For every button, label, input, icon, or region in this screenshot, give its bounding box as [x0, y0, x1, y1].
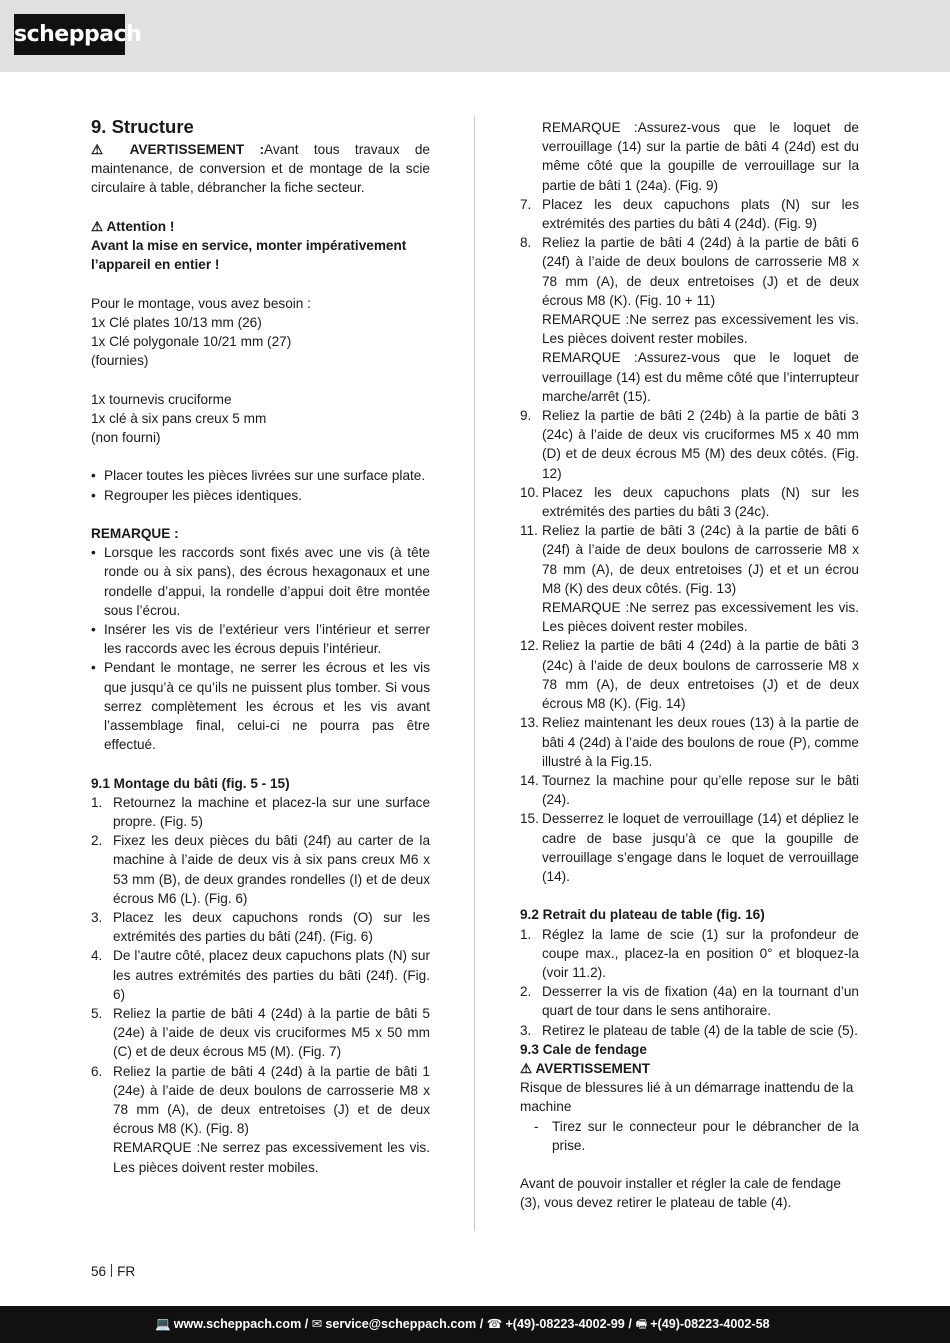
computer-icon: 💻: [155, 1317, 171, 1331]
attention-label: ⚠ Attention !: [91, 218, 175, 234]
step-item: 3. Retirez le plateau de table (4) de la table de scie (5).: [520, 1022, 858, 1038]
page-number: 56 FR: [91, 1264, 136, 1279]
step-note: REMARQUE :Ne serrez pas excessivement les vis. Les pièces doivent rester mobiles.: [542, 312, 859, 347]
bullet-item: • Placer toutes les pièces livrées sur une surface plate.: [91, 468, 426, 484]
step-item: 15. Desserrez le loquet de verrouillage (14) et dépliez le cadre de base jusqu’à ce que la goupille de verrouillage s’engage dans le loquet de verrouillage (14).: [520, 811, 859, 884]
step-item: 13. Reliez maintenant les deux roues (13) à la partie de bâti 4 (24d) à l’aide des boulons de roue (P), comme illustré à la Fig.15.: [520, 715, 859, 769]
left-column: [91, 114, 430, 1177]
footer-fax: +(49)-08223-4002-58: [650, 1317, 770, 1331]
step-item: 1. Réglez la lame de scie (1) sur la profondeur de coupe max., placez-la en position 0° et bloquez-la (voir 11.2).: [520, 926, 859, 980]
step-note: REMARQUE :Ne serrez pas excessivement les vis. Les pièces doivent rester mobiles.: [113, 1140, 430, 1175]
section-title: 9. Structure: [91, 116, 194, 137]
warning-paragraph: [91, 140, 430, 198]
bullet-item: • Pendant le montage, ne serrer les écrous et les vis que jusqu’à ce qu’ils ne puissent plus tomber. Si vous serrez complètement les écrous et les vis avant l’assemblage final, celui-ci ne pourra pas être effectué.: [91, 660, 430, 753]
step-item: 3. Placez les deux capuchons ronds (O) sur les extrémités des parties du bâti (24f). (Fig. 6): [91, 910, 430, 945]
step-item: 14. Tournez la machine pour qu’elle repose sur le bâti (24).: [520, 772, 859, 808]
step-item: 2. Fixez les deux pièces du bâti (24f) au carter de la machine à l’aide de deux vis à six pans creux M6 x 53 mm (B), de deux grandes rondelles (I) et de deux écrous M6 (L). (Fig. 6): [91, 833, 430, 906]
footer-phone: +(49)-08223-4002-99 /: [505, 1317, 632, 1331]
warning-text: Risque de blessures lié à un démarrage inattendu de la machine: [520, 1080, 854, 1115]
step-note: REMARQUE :Assurez-vous que le loquet de verrouillage (14) sur la partie de bâti 4 (24d) est du même côté que la goupille de verrouillage sur la partie de bâti 1 (24a). (Fig. 9): [542, 120, 859, 193]
subsection-title: 9.1 Montage du bâti (fig. 5 - 15): [91, 775, 290, 791]
subsection-title: 9.2 Retrait du plateau de table (fig. 16): [520, 907, 765, 923]
bullet-item: • Lorsque les raccords sont fixés avec une vis (à tête ronde ou à six pans), des écrous hexagonaux et une rondelle d’appui, la rondelle d’appui doit être montée sous l’écrou.: [91, 545, 430, 618]
brand-logo: scheppach: [14, 14, 125, 55]
phone-icon: ☎: [486, 1317, 503, 1331]
tool-item: 1x clé à six pans creux 5 mm: [91, 410, 267, 426]
step-note: REMARQUE :Ne serrez pas excessivement les vis. Les pièces doivent rester mobiles.: [542, 600, 859, 635]
right-column: [520, 118, 859, 1213]
footer-web: www.scheppach.com /: [173, 1317, 309, 1331]
step-item: 9. Reliez la partie de bâti 2 (24b) à la partie de bâti 3 (24c) à l’aide de deux vis cruciformes M5 x 40 mm (D) et de deux écrous M5 (M) des deux côtés. (Fig. 12): [520, 408, 859, 481]
attention-text: Avant la mise en service, monter impérativement l’appareil en entier !: [91, 238, 407, 273]
mail-icon: ✉: [311, 1317, 323, 1331]
warning-label: ⚠ AVERTISSEMENT :: [91, 142, 265, 157]
step-item: 2. Desserrer la vis de fixation (4a) en la tournant d’un quart de tour dans le sens antihoraire.: [520, 984, 859, 1019]
step-item: 5. Reliez la partie de bâti 4 (24d) à la partie de bâti 5 (24e) à l’aide de deux vis cruciformes M5 x 50 mm (C) et de deux écrous M5 (M). (Fig. 7): [91, 1006, 430, 1060]
warning-text: Avant tous travaux de maintenance, de conversion et de montage de la scie circulaire à table, débrancher la fiche secteur.: [91, 142, 430, 196]
step-item: 6. Reliez la partie de bâti 4 (24d) à la partie de bâti 1 (24e) à l’aide de deux boulons de carrosserie M8 x 78 mm (A), de deux entretoises (J) et de deux écrous M8 (K). (Fig. 8): [91, 1063, 430, 1137]
page-footer: [0, 1306, 950, 1343]
step-item: 12. Reliez la partie de bâti 4 (24d) à la partie de bâti 3 (24c) à l’aide de deux boulons de carrosserie M8 x 78 mm (A), de deux entretoises (J) et de deux écrous M8 (K). (Fig. 14): [520, 638, 859, 712]
step-item: 4. De l’autre côté, placez deux capuchons plats (N) sur les autres extrémités des parties du bâti (24f). (Fig. 6): [91, 948, 430, 1002]
page-header: [0, 0, 950, 72]
final-paragraph: Avant de pouvoir installer et régler la cale de fendage (3), vous devez retirer le plateau de table (4).: [520, 1176, 841, 1211]
tool-item: (fournies): [91, 353, 149, 369]
dash-item: - Tirez sur le connecteur pour le débrancher de la prise.: [534, 1118, 859, 1153]
remarque-label: REMARQUE :: [91, 525, 179, 541]
tools-intro: Pour le montage, vous avez besoin :: [91, 295, 311, 311]
tool-item: (non fourni): [91, 430, 161, 445]
tool-item: 1x Clé polygonale 10/21 mm (27): [91, 334, 292, 349]
bullet-item: • Insérer les vis de l’extérieur vers l’intérieur et serrer les raccords avec les écrous depuis l’intérieur.: [91, 622, 430, 657]
fax-icon: 🖷: [635, 1317, 648, 1331]
step-item: 1. Retournez la machine et placez-la sur une surface propre. (Fig. 5): [91, 794, 430, 830]
step-item: 8. Reliez la partie de bâti 4 (24d) à la partie de bâti 6 (24f) à l’aide de deux boulons de carrosserie M8 x 78 mm (A), de deux entretoises (J) et de deux écrous M8 (K). (Fig. 10 + 11): [520, 235, 859, 308]
step-item: 7. Placez les deux capuchons plats (N) sur les extrémités des parties du bâti 4 (24d). (Fig. 9): [520, 196, 859, 232]
footer-mail: service@scheppach.com /: [325, 1317, 484, 1331]
tool-item: 1x Clé plates 10/13 mm (26): [91, 314, 262, 330]
step-item: 10. Placez les deux capuchons plats (N) sur les extrémités des parties du bâti 3 (24c).: [520, 484, 859, 520]
step-note: REMARQUE :Assurez-vous que le loquet de verrouillage (14) est du même côté que l’interrupteur marche/arrêt (15).: [542, 350, 859, 404]
warning-label: ⚠ AVERTISSEMENT: [520, 1060, 651, 1076]
tool-item: 1x tournevis cruciforme: [91, 391, 232, 407]
step-item: 11. Reliez la partie de bâti 3 (24c) à la partie de bâti 6 (24f) à l’aide de deux boulons de carrosserie M8 x 78 mm (A), de deux entretoises (J) et et un écrou M8 (K) des deux côtés. (Fig. 13): [520, 523, 859, 596]
bullet-item: • Regrouper les pièces identiques.: [91, 487, 302, 503]
subsection-title: 9.3 Cale de fendage: [520, 1041, 647, 1057]
column-divider: [474, 116, 475, 1231]
